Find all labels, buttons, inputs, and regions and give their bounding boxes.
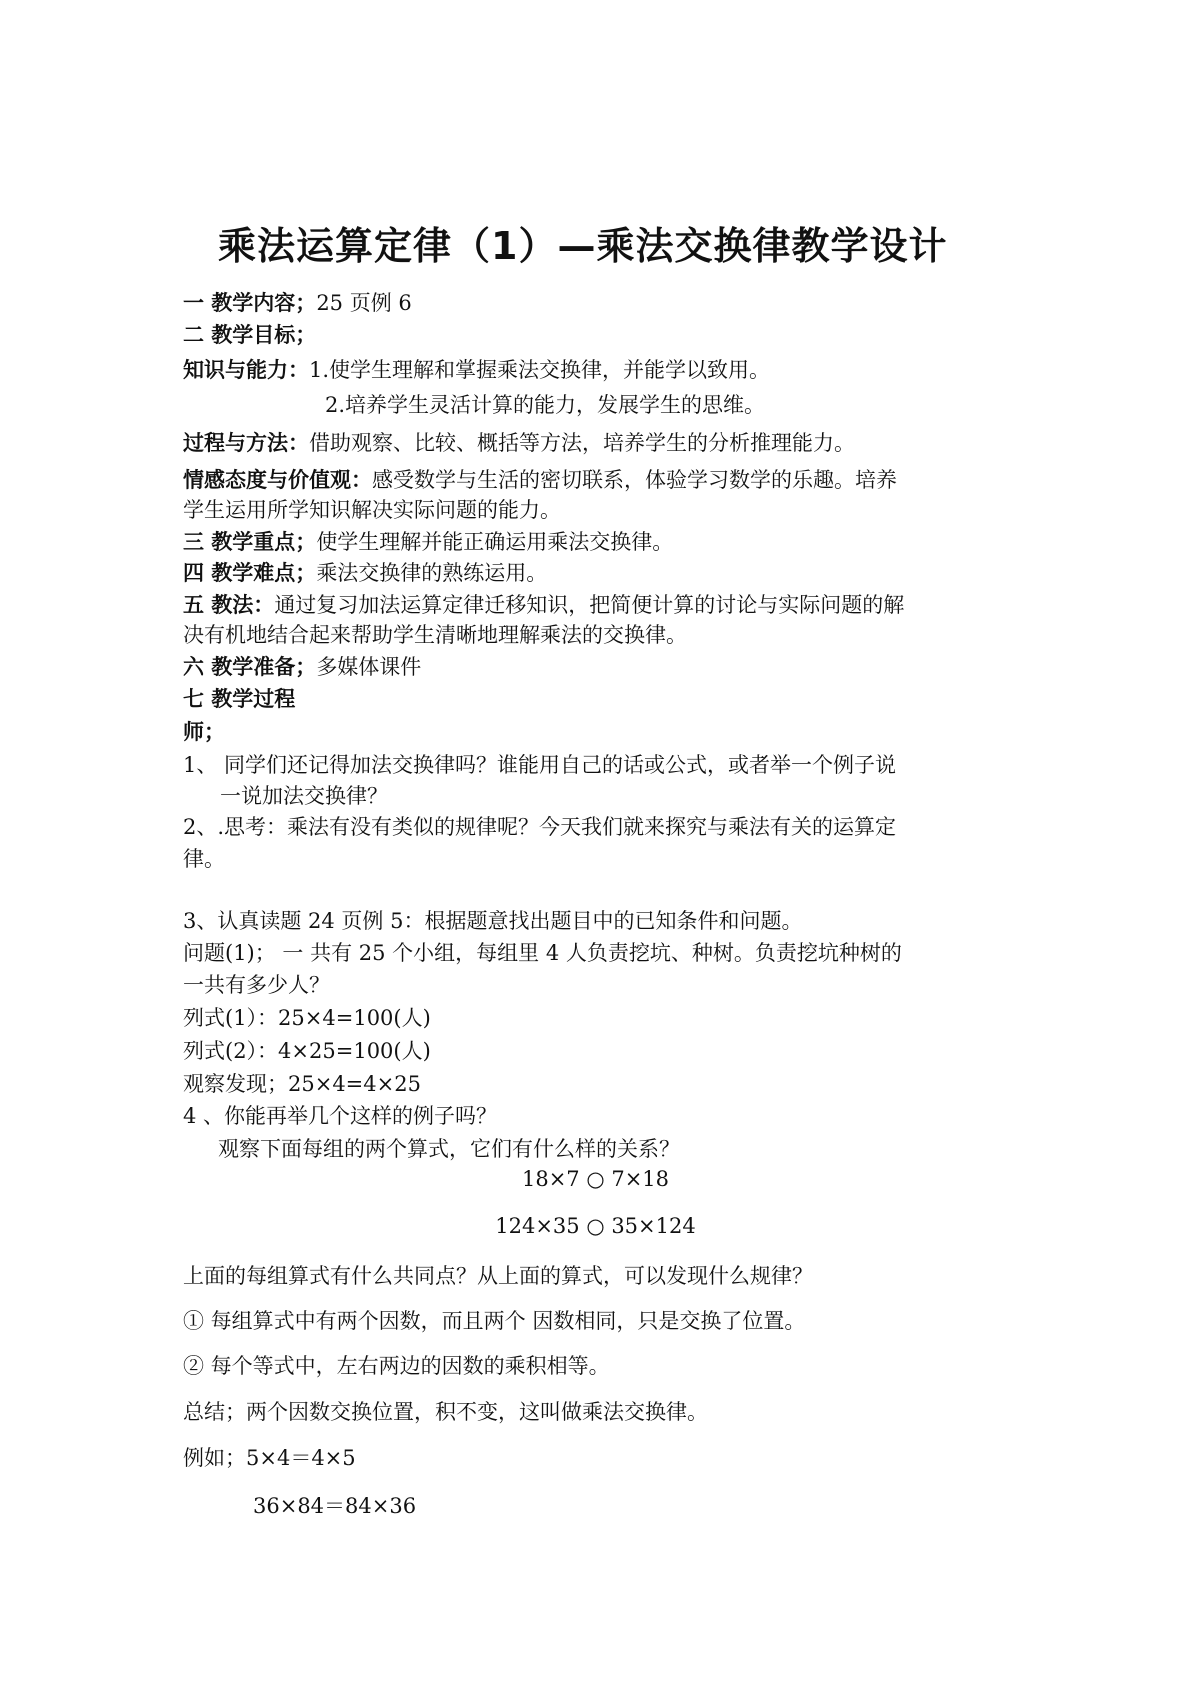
knowledge-item-2: 2.培养学生灵活计算的能力，发展学生的思维。: [325, 393, 766, 417]
equation-2: 列式(2）：4×25=100(人): [183, 1039, 431, 1063]
knowledge-item-1: 1.使学生理解和掌握乘法交换律，并能学以致用。: [309, 358, 771, 382]
example-2: 36×84＝84×36: [253, 1494, 417, 1518]
goals-line: [183, 320, 316, 350]
finding-1: ① 每组算式中有两个因数，而且两个 因数相同，只是交换了位置。: [183, 1309, 806, 1333]
common-question: 上面的每组算式有什么共同点？从上面的算式，可以发现什么规律？: [183, 1264, 813, 1288]
emotion-text-1: 感受数学与生活的密切联系，体验学习数学的乐趣。培养: [372, 468, 897, 492]
emotion-text-2: 学生运用所学知识解决实际问题的能力。: [183, 498, 561, 522]
emotion-line: [183, 465, 897, 495]
step-3: 3、认真读题 24 页例 5：根据题意找出题目中的已知条件和问题。: [183, 909, 803, 933]
step-4-prompt: 观察下面每组的两个算式，它们有什么样的关系？: [218, 1137, 680, 1161]
step-1-line-2: 一说加法交换律？: [220, 784, 388, 808]
summary: 总结；两个因数交换位置，积不变，这叫做乘法交换律。: [183, 1400, 708, 1424]
difficult-line: [183, 558, 547, 588]
step-2-line-1: 2、.思考：乘法有没有类似的规律呢？今天我们就来探究与乘法有关的运算定: [183, 815, 897, 839]
method-line: [183, 590, 904, 620]
content-label: 一 教学内容；: [183, 291, 317, 315]
method-text-1: 通过复习加法运算定律迁移知识，把简便计算的讨论与实际问题的解: [274, 593, 905, 617]
example-1: 例如；5×4＝4×5: [183, 1446, 356, 1470]
method-text-2: 决有机地结合起来帮助学生清晰地理解乘法的交换律。: [183, 623, 687, 647]
prep-text: 多媒体课件: [316, 655, 422, 679]
content-text: 25 页例 6: [316, 291, 412, 315]
equation-1: 列式(1）：25×4=100(人): [183, 1006, 431, 1030]
observation: 观察发现；25×4=4×25: [183, 1072, 421, 1096]
step-2-line-2: 律。: [183, 847, 225, 871]
difficult-text: 乘法交换律的熟练运用。: [316, 561, 548, 585]
comparison-1: 18×7 ○ 7×18: [521, 1167, 670, 1191]
method-label: 五 教法：: [183, 593, 275, 617]
difficult-label: 四 教学难点；: [183, 561, 317, 585]
knowledge-label: 知识与能力：: [183, 358, 309, 382]
content-line: [183, 288, 412, 318]
step-4: 4 、你能再举几个这样的例子吗？: [183, 1104, 498, 1128]
key-text: 使学生理解并能正确运用乘法交换律。: [316, 530, 674, 554]
prep-line: [183, 652, 421, 682]
step-1-line-1: 1、 同学们还记得加法交换律吗？谁能用自己的话或公式，或者举一个例子说: [183, 753, 897, 777]
key-label: 三 教学重点；: [183, 530, 317, 554]
page-title: 乘法运算定律（1）—乘法交换律教学设计: [218, 224, 948, 268]
process-line: [183, 428, 855, 458]
key-line: [183, 527, 673, 557]
process-text: 借助观察、比较、概括等方法，培养学生的分析推理能力。: [309, 431, 855, 455]
process-label: 过程与方法：: [183, 431, 309, 455]
comparison-2: 124×35 ○ 35×124: [495, 1214, 696, 1238]
goals-label: 二 教学目标；: [183, 323, 317, 347]
teacher-label: 师；: [183, 720, 225, 744]
emotion-label: 情感态度与价值观：: [183, 468, 372, 492]
knowledge-line: [183, 355, 770, 385]
question-1-line-2: 一共有多少人？: [183, 973, 330, 997]
procedure-label: 七 教学过程: [183, 687, 296, 711]
prep-label: 六 教学准备；: [183, 655, 317, 679]
question-1-line-1: 问题(1)； 一 共有 25 个小组，每组里 4 人负责挖坑、种树。负责挖坑种树的: [183, 941, 902, 965]
finding-2: ② 每个等式中，左右两边的因数的乘积相等。: [183, 1354, 610, 1378]
